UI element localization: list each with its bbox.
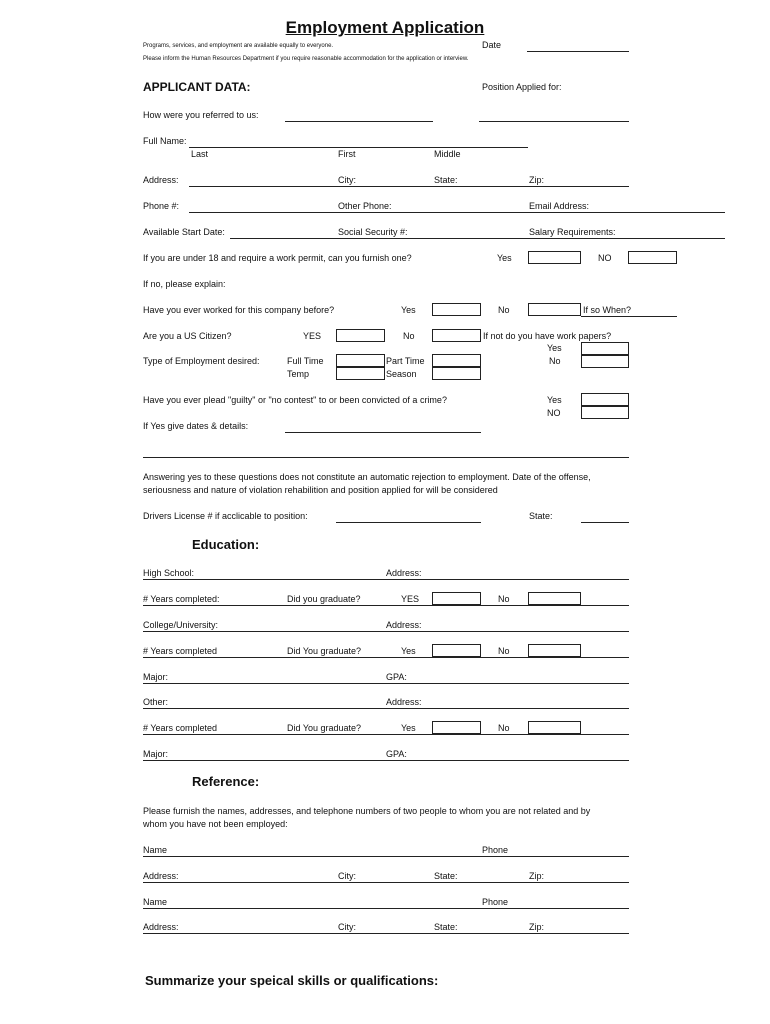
college-no-checkbox[interactable]: [528, 644, 581, 657]
worked-yes-label: Yes: [401, 305, 416, 315]
high-school-label: High School:: [143, 568, 195, 578]
citizen-yes-label: YES: [303, 331, 322, 341]
ref1-name-label: Name: [143, 845, 168, 855]
position-applied-field[interactable]: [479, 121, 629, 122]
referred-field[interactable]: [285, 121, 433, 122]
citizen-yes-checkbox[interactable]: [336, 329, 385, 342]
permit-yes-checkbox[interactable]: [528, 251, 581, 264]
date-label: Date: [482, 40, 502, 50]
hs-no-checkbox[interactable]: [528, 592, 581, 605]
citizen-no-checkbox[interactable]: [432, 329, 481, 342]
state-label: State:: [434, 175, 458, 185]
ref2-city-label: City:: [338, 922, 356, 932]
crime-yes-label: Yes: [547, 395, 562, 405]
start-date-label: Available Start Date:: [143, 227, 225, 237]
crime-question: Have you ever plead "guilty" or "no contest" to or been convicted of a crime?: [143, 395, 447, 405]
city-label: City:: [338, 175, 356, 185]
ref2-state-label: State:: [434, 922, 458, 932]
season-label: Season: [386, 369, 417, 379]
ref2-zip-label: Zip:: [529, 922, 545, 932]
college-graduate-question: Did You graduate?: [287, 646, 362, 656]
form-title: Employment Application: [285, 18, 485, 37]
crime-no-checkbox[interactable]: [581, 406, 629, 419]
explain-label: If no, please explain:: [143, 279, 226, 289]
equal-opportunity-note: Programs, services, and employment are available equally to everyone.: [143, 43, 334, 49]
if-so-when-field[interactable]: [581, 316, 677, 317]
if-so-when-label: If so When?: [583, 305, 632, 315]
middle-name-caption: Middle: [434, 149, 461, 159]
ref1-address-field[interactable]: [143, 882, 629, 883]
applicant-data-heading: APPLICANT DATA:: [143, 80, 251, 94]
crime-details-field-2[interactable]: [143, 457, 629, 458]
ref1-zip-label: Zip:: [529, 871, 545, 881]
college-yes-label: Yes: [401, 646, 416, 656]
other-school-label: Other:: [143, 697, 169, 707]
explain-field[interactable]: [230, 290, 730, 291]
permit-no-checkbox[interactable]: [628, 251, 677, 264]
zip-label: Zip:: [529, 175, 545, 185]
full-time-checkbox[interactable]: [336, 354, 385, 367]
reference-heading: Reference:: [192, 774, 260, 789]
ssn-label: Social Security #:: [338, 227, 408, 237]
other-no-checkbox[interactable]: [528, 721, 581, 734]
high-school-field[interactable]: [143, 579, 629, 580]
address-field[interactable]: [189, 186, 629, 187]
disclaimer-line-2: seriousness and nature of violation rehabilition and position applied for will be considered: [143, 485, 498, 495]
hs-yes-label: YES: [401, 594, 420, 604]
phone-field[interactable]: [189, 212, 725, 213]
disclaimer-line-1: Answering yes to these questions does not constitute an automatic rejection to employment. Date of the offense,: [143, 472, 591, 482]
other-major-field[interactable]: [143, 760, 629, 761]
date-field[interactable]: [527, 51, 629, 52]
start-date-field[interactable]: [230, 238, 725, 239]
season-checkbox[interactable]: [432, 367, 481, 380]
ref1-city-label: City:: [338, 871, 356, 881]
citizen-no-label: No: [403, 331, 415, 341]
permit-no-label: NO: [598, 253, 612, 263]
email-label: Email Address:: [529, 201, 590, 211]
accommodation-note: Please inform the Human Resources Department if you require reasonable accommodation for the application or interview.: [143, 56, 469, 62]
ref1-phone-label: Phone: [482, 845, 509, 855]
employment-type-label: Type of Employment desired:: [143, 356, 260, 366]
crime-yes-checkbox[interactable]: [581, 393, 629, 406]
high-school-address-label: Address:: [386, 568, 422, 578]
college-yes-checkbox[interactable]: [432, 644, 481, 657]
other-address-label: Address:: [386, 697, 422, 707]
ref2-name-label: Name: [143, 897, 168, 907]
college-years-field[interactable]: [143, 657, 629, 658]
work-papers-question: If not do you have work papers?: [483, 331, 612, 341]
worked-yes-checkbox[interactable]: [432, 303, 481, 316]
reference-instructions-1: Please furnish the names, addresses, and telephone numbers of two people to whom you are not related and by: [143, 806, 591, 816]
college-no-label: No: [498, 646, 510, 656]
hs-graduate-question: Did you graduate?: [287, 594, 361, 604]
crime-no-label: NO: [547, 408, 561, 418]
worked-no-checkbox[interactable]: [528, 303, 581, 316]
part-time-checkbox[interactable]: [432, 354, 481, 367]
ref2-address-field[interactable]: [143, 933, 629, 934]
last-name-caption: Last: [191, 149, 209, 159]
college-gpa-label: GPA:: [386, 672, 407, 682]
full-name-field[interactable]: [189, 147, 528, 148]
referred-label: How were you referred to us:: [143, 110, 259, 120]
phone-label: Phone #:: [143, 201, 180, 211]
part-time-label: Part Time: [386, 356, 425, 366]
college-label: College/University:: [143, 620, 219, 630]
ref1-name-field[interactable]: [143, 856, 629, 857]
other-years-completed-label: # Years completed: [143, 723, 218, 733]
college-years-completed-label: # Years completed: [143, 646, 218, 656]
other-no-label: No: [498, 723, 510, 733]
drivers-license-field[interactable]: [336, 522, 481, 523]
other-yes-label: Yes: [401, 723, 416, 733]
temp-label: Temp: [287, 369, 310, 379]
education-heading: Education:: [192, 537, 260, 552]
other-major-label: Major:: [143, 749, 169, 759]
hs-no-label: No: [498, 594, 510, 604]
us-citizen-question: Are you a US Citizen?: [143, 331, 232, 341]
full-name-label: Full Name:: [143, 136, 187, 146]
address-label: Address:: [143, 175, 179, 185]
papers-no-label: No: [549, 356, 561, 366]
full-time-label: Full Time: [287, 356, 324, 366]
reference-instructions-2: whom you have not been employed:: [143, 819, 288, 829]
college-address-label: Address:: [386, 620, 422, 630]
position-applied-label: Position Applied for:: [482, 82, 562, 92]
first-name-caption: First: [338, 149, 356, 159]
crime-details-field[interactable]: [285, 432, 481, 433]
license-state-field[interactable]: [581, 522, 629, 523]
other-school-field[interactable]: [143, 708, 629, 709]
college-major-field[interactable]: [143, 683, 629, 684]
other-years-field[interactable]: [143, 734, 629, 735]
other-graduate-question: Did You graduate?: [287, 723, 362, 733]
hs-years-completed-label: # Years completed:: [143, 594, 220, 604]
hs-years-field[interactable]: [143, 605, 629, 606]
other-gpa-label: GPA:: [386, 749, 407, 759]
other-phone-label: Other Phone:: [338, 201, 392, 211]
papers-no-checkbox[interactable]: [581, 355, 629, 368]
ref1-address-label: Address:: [143, 871, 179, 881]
worked-no-label: No: [498, 305, 510, 315]
other-yes-checkbox[interactable]: [432, 721, 481, 734]
ref2-name-field[interactable]: [143, 908, 629, 909]
college-major-label: Major:: [143, 672, 169, 682]
ref1-state-label: State:: [434, 871, 458, 881]
hs-yes-checkbox[interactable]: [432, 592, 481, 605]
papers-yes-label: Yes: [547, 343, 562, 353]
temp-checkbox[interactable]: [336, 367, 385, 380]
drivers-license-label: Drivers License # if acclicable to position:: [143, 511, 308, 521]
skills-heading: Summarize your speical skills or qualifications:: [145, 973, 439, 988]
ref2-phone-label: Phone: [482, 897, 509, 907]
salary-label: Salary Requirements:: [529, 227, 616, 237]
papers-yes-checkbox[interactable]: [581, 342, 629, 355]
crime-details-label: If Yes give dates & details:: [143, 421, 249, 431]
college-field[interactable]: [143, 631, 629, 632]
work-permit-question: If you are under 18 and require a work permit, can you furnish one?: [143, 253, 412, 263]
permit-yes-label: Yes: [497, 253, 512, 263]
ref2-address-label: Address:: [143, 922, 179, 932]
worked-before-question: Have you ever worked for this company before?: [143, 305, 335, 315]
license-state-label: State:: [529, 511, 553, 521]
